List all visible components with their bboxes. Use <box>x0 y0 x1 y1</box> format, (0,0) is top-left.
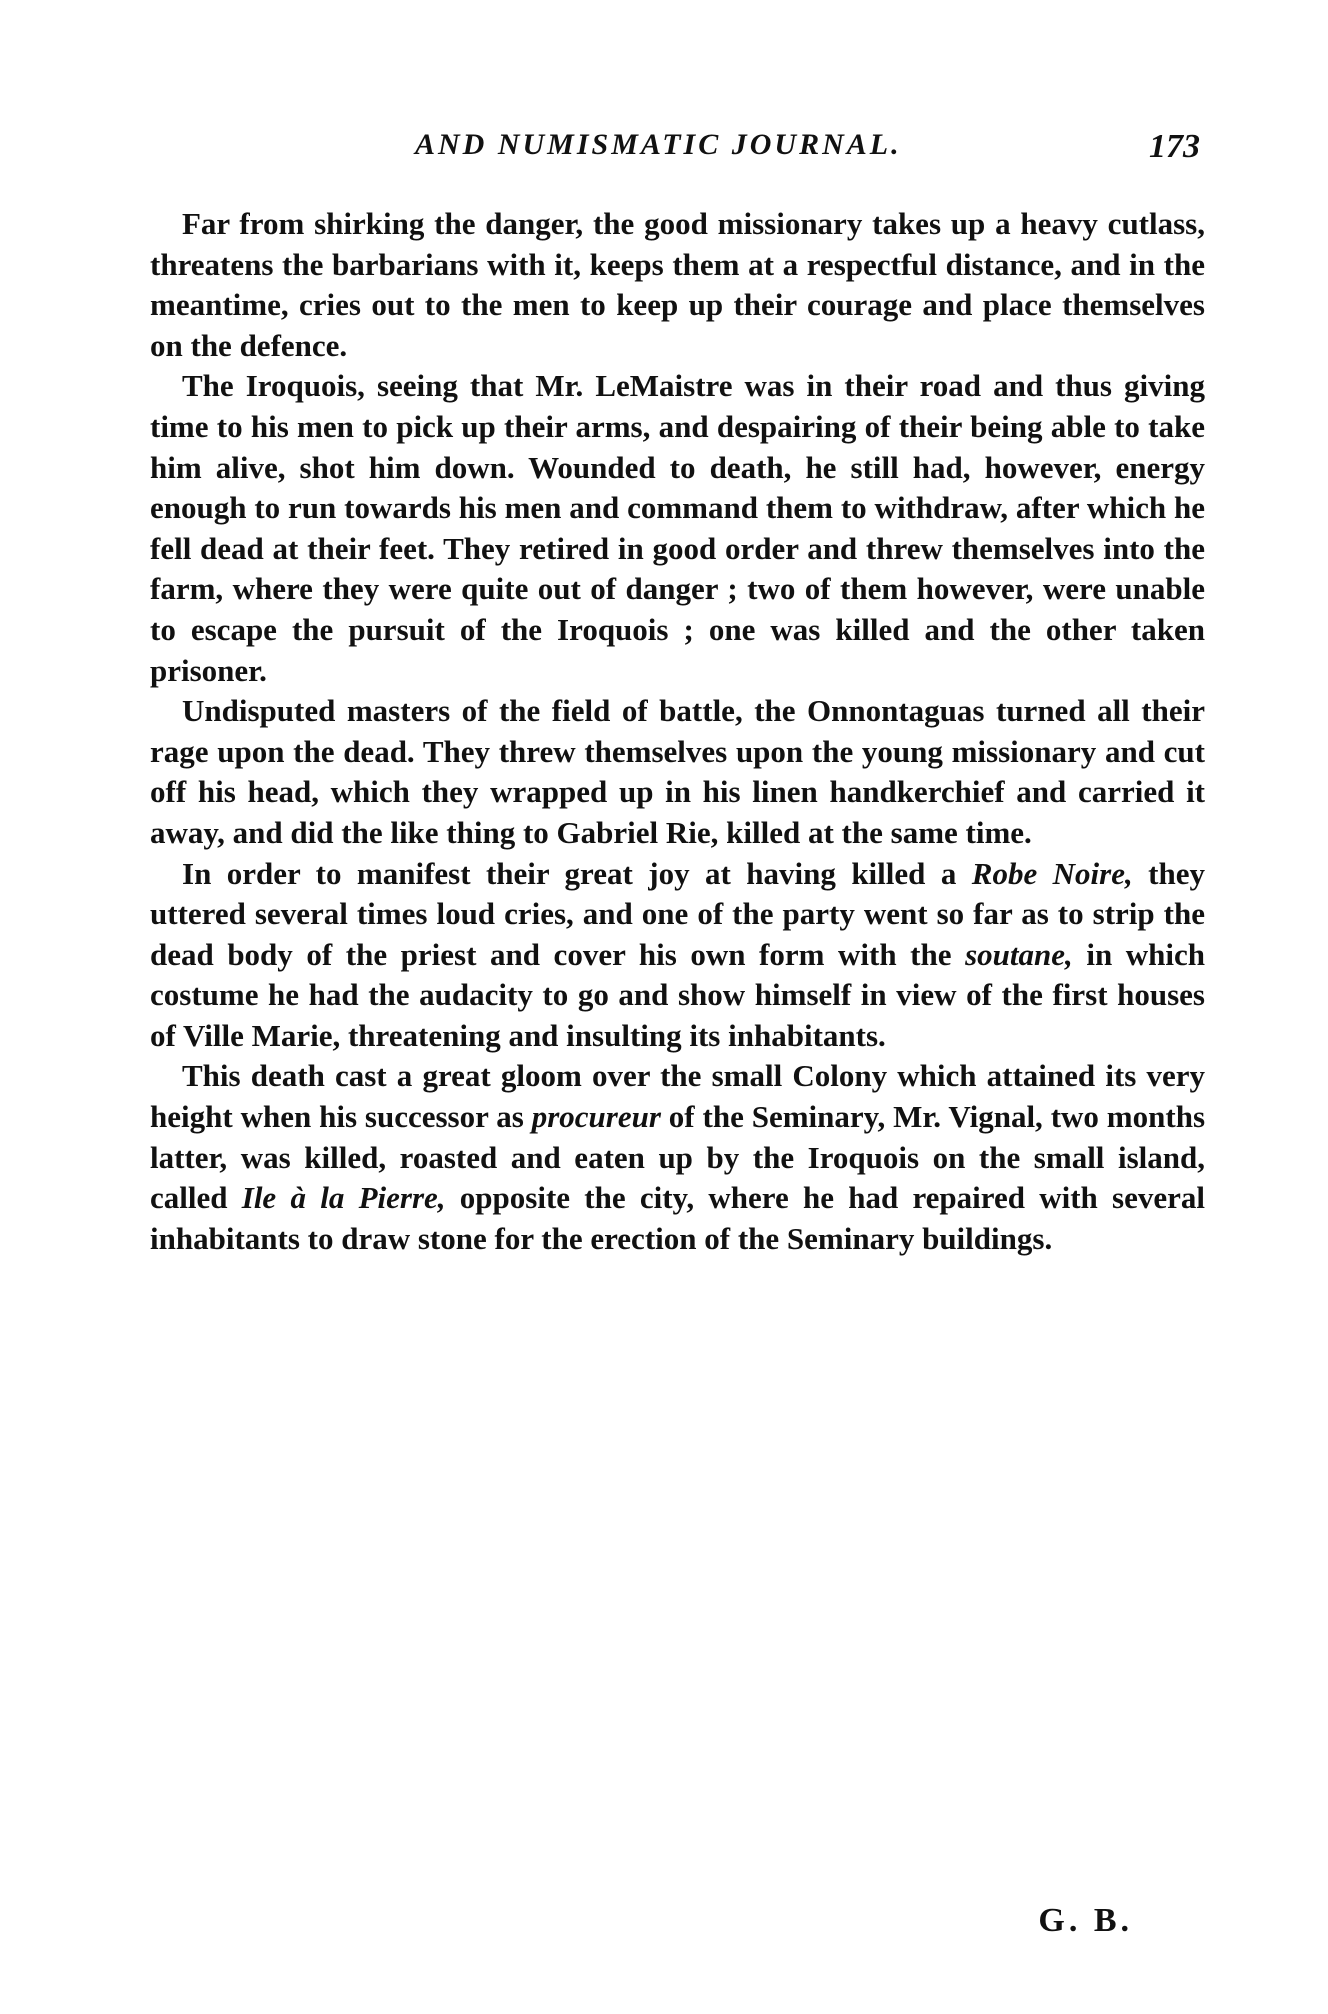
paragraph-text: of the Seminary, Mr. Vignal, two months latter, was killed, roasted and eaten up by the Iroquois on the small island, called <box>150 1099 1206 1216</box>
italic-term-procureur: procureur <box>531 1099 661 1135</box>
paragraph-text: in which costume he had the audacity to go and show himself in view of the first houses of Ville Marie, threatening and insulting its inhabitants. <box>150 936 1205 1053</box>
running-title: AND NUMISMATIC JOURNAL. <box>415 128 902 161</box>
author-signature: G. B. <box>1038 1902 1133 1939</box>
italic-term-robe-noire: Robe Noire, <box>971 855 1133 891</box>
italic-term-soutane: soutane, <box>965 936 1073 972</box>
paragraph-5 <box>150 1056 1205 1259</box>
running-head <box>150 128 1205 172</box>
body-text <box>150 204 1205 1259</box>
paragraph-text: they uttered several times loud cries, and one of the party went so far as to strip the dead body of the priest and cover his own form with the <box>150 855 1205 972</box>
paragraph-text: Far from shirking the danger, the good missionary takes up a heavy cutlass, threatens the barbarians with it, keeps them at a respectful distance, and in the meantime, cries out to the men to keep up their courage and place themselves on the defence. <box>150 206 1205 363</box>
paragraph-4 <box>150 854 1205 1057</box>
paragraph-text: In order to manifest their great joy at having killed a <box>182 855 972 891</box>
paragraph-text: opposite the city, where he had repaired with several inhabitants to draw stone for the erection of the Seminary buildings. <box>150 1180 1206 1256</box>
paragraph-text: Undisputed masters of the field of battle, the Onnontaguas turned all their rage upon the dead. They threw themselves upon the young missionary and cut off his head, which they wrapped up in his linen handkerchief and carried it away, and did the like thing to Gabriel Rie, killed at the same time. <box>150 693 1205 850</box>
italic-place-ile-a-la-pierre: Ile à la Pierre, <box>241 1180 446 1216</box>
page-number: 173 <box>1149 128 1200 165</box>
paragraph-2 <box>150 366 1205 691</box>
paragraph-1 <box>150 204 1205 366</box>
paragraph-text: The Iroquois, seeing that Mr. LeMaistre was in their road and thus giving time to his men to pick up their arms, and despairing of their being able to take him alive, shot him down. Wounded to death, he still had, however, energy enough to run towards his men and command them to withdraw, after which he fell dead at their feet. They retired in good order and threw themselves into the farm, where they were quite out of danger ; two of them however, were unable to escape the pursuit of the Iroquois ; one was killed and the other taken prisoner. <box>150 368 1205 688</box>
paragraph-text: This death cast a great gloom over the small Colony which attained its very height when his successor as <box>150 1058 1205 1135</box>
paragraph-3 <box>150 691 1205 853</box>
